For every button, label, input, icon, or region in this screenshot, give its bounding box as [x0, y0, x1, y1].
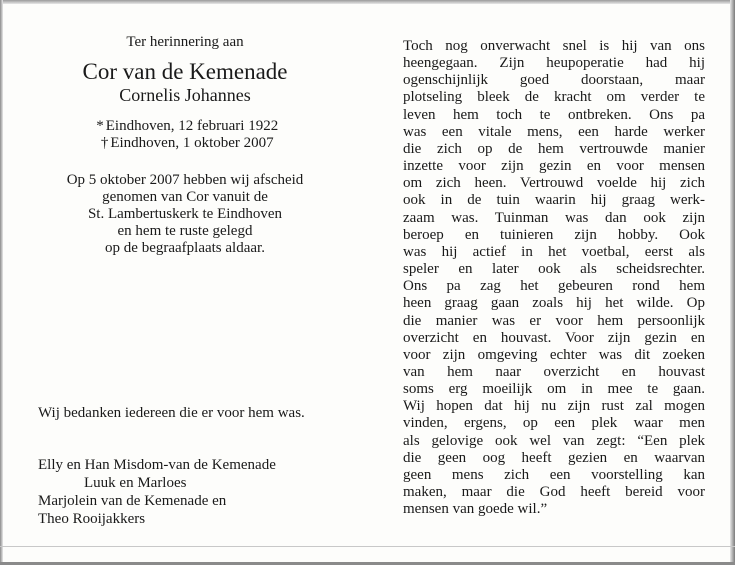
text-line: die zich op de hem vertrouwde manier — [403, 140, 705, 157]
text-line: was een vitale mens, een harde werker — [403, 123, 705, 140]
text-line: voor zijn omgeving echter was dit zoeken — [403, 346, 705, 363]
farewell-line: Op 5 oktober 2007 hebben wij afscheid — [66, 172, 304, 188]
text-line: die manier was er voor hem persoonlijk — [403, 312, 705, 329]
in-memory-heading: Ter herinnering aan — [126, 34, 244, 50]
farewell-line: en hem te ruste gelegd — [117, 223, 253, 239]
bottom-divider — [0, 546, 735, 547]
family-line: Theo Rooijakkers — [38, 511, 146, 527]
text-line: als gelovige ook wel van zegt: “Een plek — [403, 432, 705, 449]
text-line: van hem naar overzicht en houvast — [403, 363, 705, 380]
card-edge-left — [0, 0, 3, 565]
life-dates — [20, 118, 350, 152]
text-line: geen mens zich een voorstelling kan — [403, 466, 705, 483]
family-line: Marjolein van de Kemenade en — [38, 493, 227, 509]
farewell-line: op de begraafplaats aldaar. — [105, 240, 265, 256]
text-line: zaam was. Tuinman was dan ook zijn — [403, 209, 705, 226]
card-edge-right — [730, 0, 735, 565]
text-line: mensen van goede wil.” — [403, 501, 548, 518]
born-symbol: * — [96, 118, 104, 134]
deceased-name: Cor van de Kemenade — [82, 59, 288, 84]
text-line: leven hem toch te ontbreken. Ons pa — [403, 106, 705, 123]
given-names: Cornelis Johannes — [119, 85, 251, 105]
text-line: plotseling bleek de kracht om verder te — [403, 89, 705, 106]
text-line: maken, maar die God heeft bereid voor — [403, 484, 705, 501]
text-line: Wij hopen dat hij nu zijn rust zal mogen — [403, 398, 705, 415]
text-line: beroep en tuinieren zijn hobby. Ook — [403, 226, 705, 243]
text-line: heengegaan. Zijn heupoperatie had hij — [403, 55, 705, 72]
died-symbol: † — [100, 135, 109, 151]
text-line: ogenschijnlijk goed doorstaan, maar — [403, 72, 705, 89]
left-panel — [20, 34, 350, 257]
family-signatures — [38, 456, 338, 528]
text-line: soms erg moeilijk om in mee te gaan. — [403, 381, 705, 398]
text-line: inzette voor zijn gezin en voor mensen — [403, 158, 705, 175]
birth-line — [20, 118, 350, 135]
text-line: speler en later ook als scheidsrechter. — [403, 261, 705, 278]
death-line — [20, 135, 350, 152]
text-line: heen graag gaan zoals hij het wilde. Op — [403, 295, 705, 312]
text-line: om zich heen. Vertrouwd voelde hij zich — [403, 175, 705, 192]
card-edge-top — [0, 0, 735, 4]
text-line: ook in de tuin waarin hij graag werk- — [403, 192, 705, 209]
birth-date: Eindhoven, 12 februari 1922 — [105, 118, 279, 134]
right-panel-text — [403, 38, 705, 518]
family-line: Elly en Han Misdom-van de Kemenade — [38, 457, 276, 473]
text-line: was hij actief in het voetbal, eerst als — [403, 243, 705, 260]
farewell-line: St. Lambertuskerk te Eindhoven — [87, 206, 283, 222]
text-line: die geen oog heeft gezien en waarvan — [403, 449, 705, 466]
text-line: vinden, ergens, op een plek waar men — [403, 415, 705, 432]
thanks-text: Wij bedanken iedereen die er voor hem was. — [38, 405, 305, 421]
death-date: Eindhoven, 1 oktober 2007 — [110, 135, 274, 151]
text-line: Toch nog onverwacht snel is hij van ons — [403, 38, 705, 54]
text-line: Ons pa zag het gebeuren rond hem — [403, 278, 705, 295]
farewell-line: genomen van Cor vanuit de — [102, 189, 268, 205]
text-line: overzicht en houvast. Voor zijn gezin en — [403, 329, 705, 346]
farewell-text — [20, 172, 350, 257]
family-line: Luuk en Marloes — [84, 475, 187, 491]
